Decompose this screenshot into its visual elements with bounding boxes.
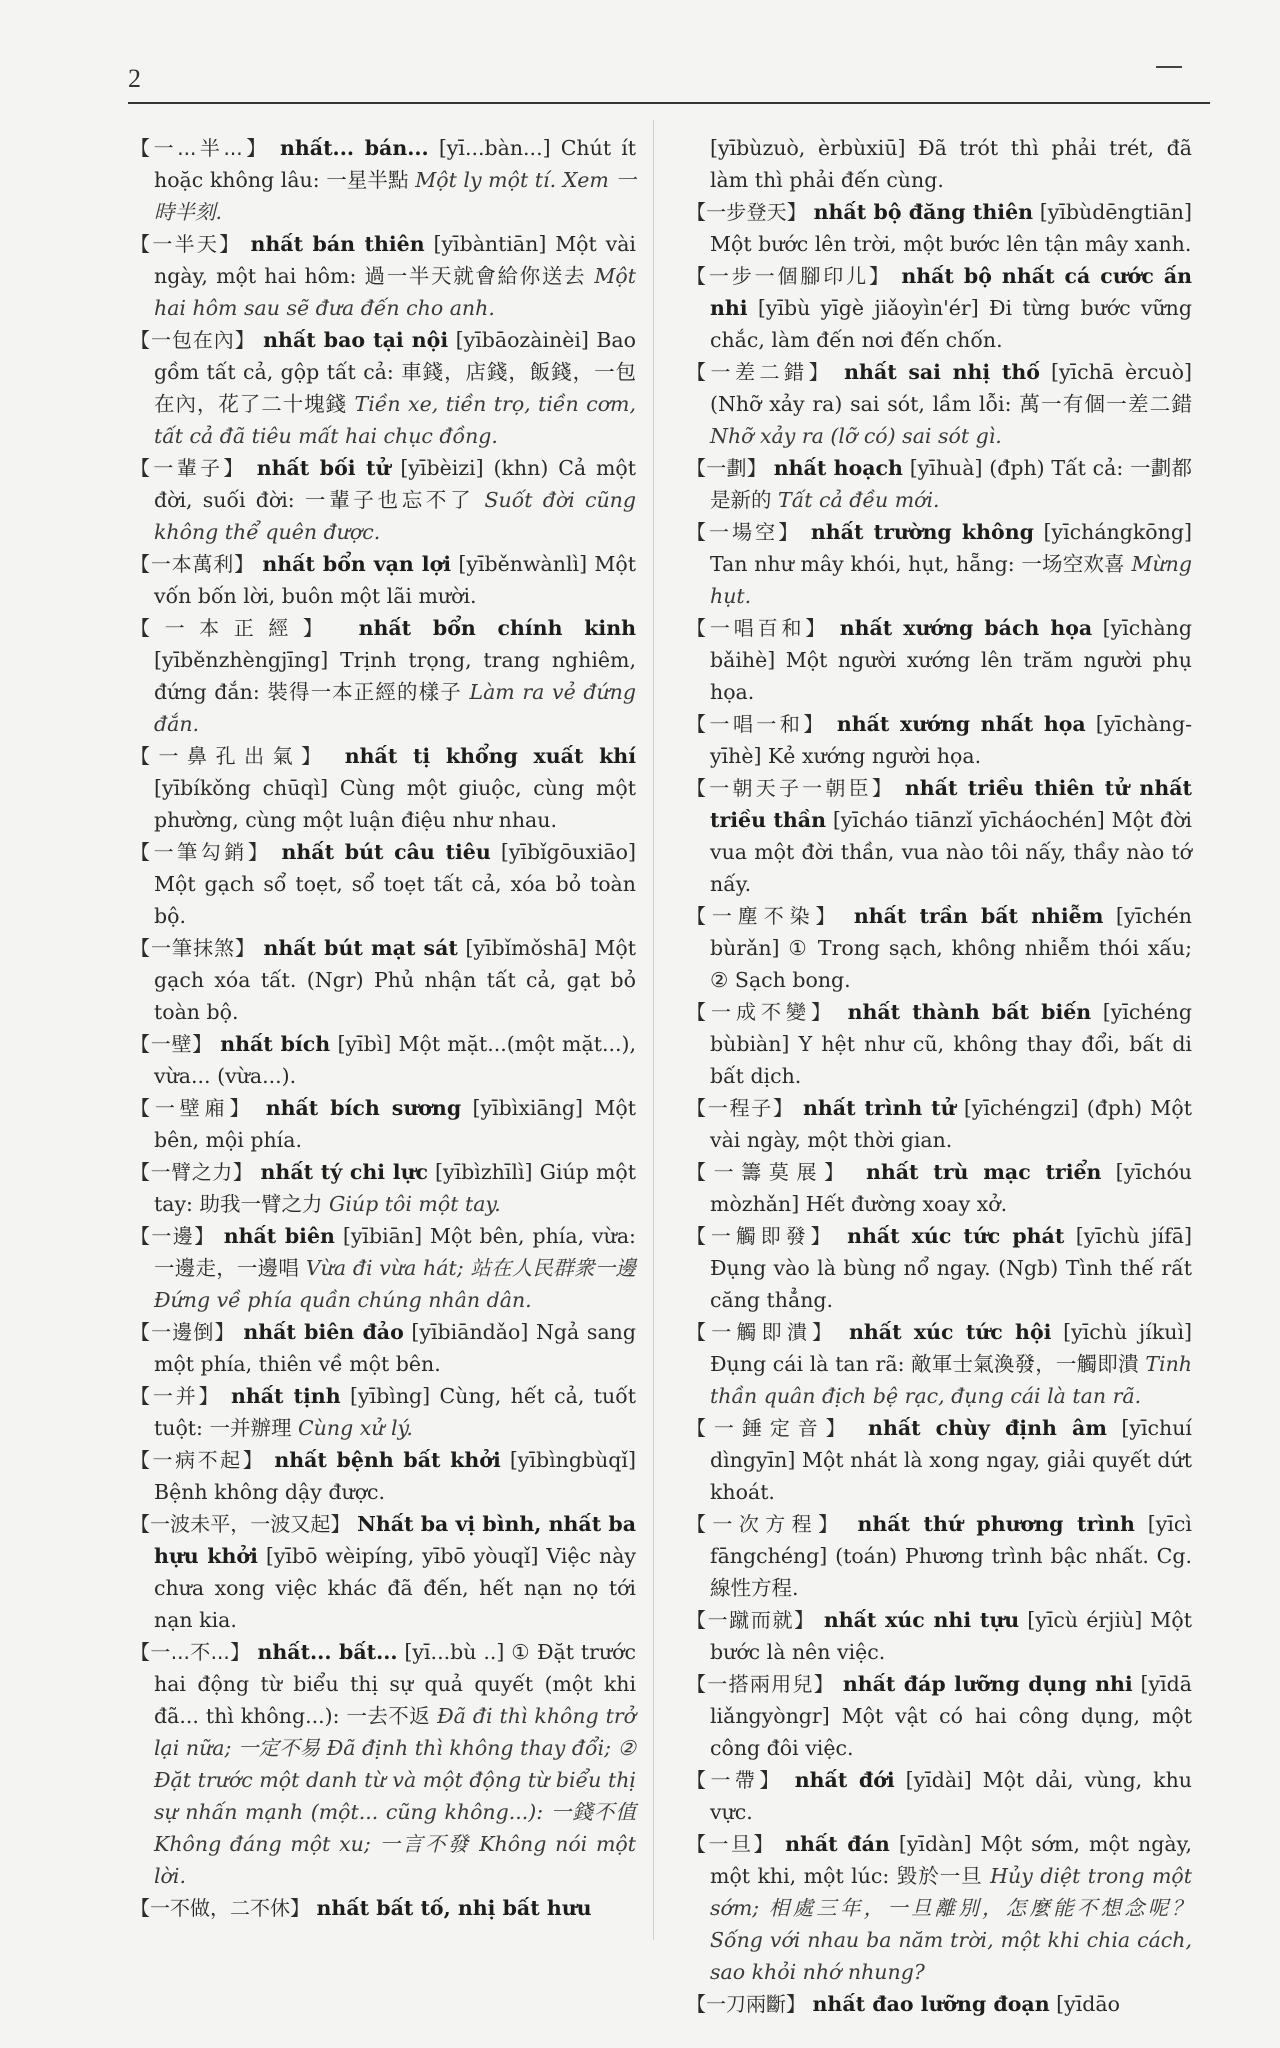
sino-vietnamese-reading: nhất... bán... [280,136,429,160]
dictionary-entry [130,1092,636,1156]
headword-hanzi: 【一場空】 [686,520,802,544]
entry-example: Đã đi thì không trở lại nữa; 一定不易 Đã định thì không thay đổi; ② Đặt trước một danh từ và một động từ biểu thị sự nhấn mạnh (một... cũng không...): 一錢不值 Không đáng một xu; 一言不發 Không nói một lời. [154,1704,637,1888]
sino-vietnamese-reading: nhất bổn chính kinh [358,616,637,640]
entry-definition: [yīdàn] Một sớm, một ngày, một khi, một lúc: 毀於一旦 [710,1832,1192,1888]
entry-example: Vừa đi vừa hát; 站在人民群衆一邊 Đứng về phía quần chúng nhân dân. [154,1256,636,1312]
entry-definition: [yībāozàinèi] Bao gồm tất cả, gộp tất cả: 車錢，店錢，飯錢，一包在內，花了二十塊錢 [154,328,636,416]
sino-vietnamese-reading: nhất trù mạc triển [865,1160,1102,1184]
headword-hanzi: 【一本萬利】 [130,552,255,576]
headword-hanzi: 【一波未平，一波又起】 [130,1512,351,1536]
dictionary-entry [130,1892,636,1924]
dictionary-entry [130,1220,636,1316]
sino-vietnamese-reading: nhất bút câu tiêu [281,840,491,864]
entry-definition: [yībìngbùqǐ] Bệnh không dậy được. [154,1448,636,1504]
headword-hanzi: 【一旦】 [686,1832,777,1856]
sino-vietnamese-reading: nhất bút mạt sát [263,936,458,960]
sino-vietnamese-reading: nhất bộ đăng thiên [813,200,1034,224]
sino-vietnamese-reading: nhất biên [223,1224,335,1248]
dictionary-entry [130,548,636,612]
dictionary-entry [686,1988,1192,2020]
headword-hanzi: 【一籌莫展】 [686,1160,852,1184]
dictionary-entry [130,452,636,548]
sino-vietnamese-reading: nhất bổn vạn lợi [262,552,452,576]
entry-definition: [yīdài] Một dải, vùng, khu vực. [710,1768,1192,1824]
sino-vietnamese-reading: nhất bích sương [265,1096,462,1120]
entry-definition: [yīchóu mòzhǎn] Hết đường xoay xở. [710,1160,1192,1216]
headword-hanzi: 【一步一個腳印儿】 [686,264,892,288]
headword-hanzi: 【一塵不染】 [686,904,842,928]
entry-definition: [yībù yīgè jiǎoyìn'ér] Đi từng bước vững chắc, làm đến nơi đến chốn. [710,296,1192,352]
dictionary-entry [130,1380,636,1444]
sino-vietnamese-reading: nhất xúc nhi tựu [823,1608,1020,1632]
entry-example: Cùng xử lý. [297,1416,413,1440]
dictionary-entry [686,1316,1192,1412]
entry-definition: [yīchéng bùbiàn] Y hệt như cũ, không thay đổi, bất di bất dịch. [710,1000,1193,1088]
dictionary-entry [130,1028,636,1092]
sino-vietnamese-reading: nhất trường không [810,520,1034,544]
page-header [128,56,1210,104]
sino-vietnamese-reading: nhất đới [794,1768,895,1792]
headword-hanzi: 【一朝天子一朝臣】 [686,776,896,800]
headword-hanzi: 【一次方程】 [686,1512,845,1536]
entry-definition: [yīběnwànlì] Một vốn bốn lời, buôn một lãi mười. [154,552,636,608]
dictionary-entry [130,1636,636,1892]
headword-hanzi: 【一鼻孔出氣】 [130,744,330,768]
entry-definition: [yīchángkōng] Tan như mây khói, hụt, hẵng: 一场空欢喜 [710,520,1192,576]
dictionary-entry [130,1316,636,1380]
sino-vietnamese-reading: nhất xướng nhất họa [836,712,1086,736]
entry-definition: [yīchén bùrǎn] ① Trong sạch, không nhiễm thói xấu; ② Sạch bong. [710,904,1192,992]
entry-example: Làm ra vẻ đứng đắn. [154,680,636,736]
sino-vietnamese-reading: Nhất ba vị bình, nhất ba hựu khởi [154,1512,636,1568]
right-column [686,132,1193,2016]
dictionary-entry [686,1668,1192,1764]
sino-vietnamese-reading: nhất bích [220,1032,331,1056]
headword-hanzi: 【一本正經】 [130,616,338,640]
sino-vietnamese-reading: nhất bán thiên [250,232,425,256]
entry-example: Một ly một tí. Xem 一時半刻. [154,168,636,224]
entry-definition: [yībì] Một mặt...(một mặt...), vừa... (vừa...). [154,1032,637,1088]
entry-definition: [yī...bàn...] Chút ít hoặc không lâu: 一星半點 [154,136,636,192]
headword-hanzi: 【一邊】 [130,1224,216,1248]
headword-hanzi: 【一壁廂】 [130,1096,255,1120]
dictionary-entry [130,612,636,740]
headword-hanzi: 【一半天】 [130,232,242,256]
entry-definition: [yīchā èrcuò] (Nhỡ xảy ra) sai sót, lầm lỗi: 萬一有個一差二錯 [710,360,1192,416]
headword-hanzi: 【一邊倒】 [130,1320,236,1344]
dictionary-entry [686,1092,1192,1156]
dictionary-entry [130,132,636,228]
entry-definition: [yīchàng bǎihè] Một người xướng lên trăm người phụ họa. [710,616,1193,704]
entry-definition: [yīchàng-yīhè] Kẻ xướng người họa. [710,712,1192,768]
entry-definition: [yīběnzhèngjīng] Trịnh trọng, trang nghiêm, đứng đắn: 裝得一本正經的樣子 [154,648,636,704]
dictionary-entry [686,612,1192,708]
headword-hanzi: 【一筆抹煞】 [130,936,256,960]
entry-definition: [yīchù jífā] Đụng vào là bùng nổ ngay. (Ngb) Tình thế rất căng thẳng. [710,1224,1192,1312]
headword-hanzi: 【一搭兩用兒】 [686,1672,835,1696]
headword-hanzi: 【一...半...】 [130,136,270,160]
dictionary-entry [686,196,1192,260]
dictionary-entry [130,1444,636,1508]
column-divider [653,120,654,1940]
sino-vietnamese-reading: nhất tịnh [230,1384,341,1408]
dictionary-entry [686,132,1192,196]
dictionary-entry [686,772,1192,900]
entry-example: Hủy diệt trong một sớm; 相處三年，一旦離別，怎麼能不想念呢？ Sống với nhau ba năm trời, một khi chia cách, sao khỏi nhớ nhung? [710,1864,1192,1984]
headword-hanzi: 【一劃】 [686,456,767,480]
sino-vietnamese-reading: nhất trần bất nhiễm [853,904,1104,928]
dictionary-entry [686,516,1192,612]
sino-vietnamese-reading: nhất đán [785,1832,890,1856]
entry-definition: [yībiāndǎo] Ngả sang một phía, thiên về một bên. [154,1320,636,1376]
dictionary-entry [686,1220,1192,1316]
entry-example: Nhỡ xảy ra (lỡ có) sai sót gì. [710,424,1002,448]
headword-hanzi: 【一觸即潰】 [686,1320,838,1344]
headword-hanzi: 【一包在內】 [130,328,256,352]
headword-hanzi: 【一筆勾銷】 [130,840,272,864]
dictionary-entry [686,1156,1192,1220]
entry-definition: [yīchéngzi] (đph) Một vài ngày, một thời gian. [710,1096,1192,1152]
entry-definition: [yībíkǒng chūqì] Cùng một giuộc, cùng một phường, cùng một luận điệu như nhau. [154,776,636,832]
dictionary-entry [130,932,636,1028]
headword-hanzi: 【一臂之力】 [130,1160,254,1184]
left-column [130,132,636,1922]
entry-definition: [yībō wèipíng, yībō yòuqǐ] Việc này chưa xong việc khác đã đến, hết nạn nọ tới nạn kia. [154,1544,637,1632]
sino-vietnamese-reading: nhất tị khổng xuất khí [344,744,636,768]
headword-hanzi: 【一蹴而就】 [686,1608,816,1632]
entry-definition: [yībǐgōuxiāo] Một gạch sổ toẹt, sổ toẹt tất cả, xóa bỏ toàn bộ. [154,840,636,928]
dictionary-entry [130,228,636,324]
headword-hanzi: 【一唱一和】 [686,712,827,736]
sino-vietnamese-reading: nhất bất tố, nhị bất hưu [316,1896,592,1920]
headword-hanzi: 【一不做，二不休】 [130,1896,310,1920]
entry-definition: [yībàntiān] Một vài ngày, một hai hôm: 過一半天就會給你送去 [154,232,636,288]
entry-definition: [yīcù érjiù] Một bước là nên việc. [710,1608,1192,1664]
sino-vietnamese-reading: nhất hoạch [773,456,903,480]
headword-hanzi: 【一病不起】 [130,1448,266,1472]
entry-definition: [yībùdēngtiān] Một bước lên trời, một bước lên tận mây xanh. [710,200,1192,256]
dictionary-entry [130,324,636,452]
dictionary-entry [686,900,1192,996]
entry-definition: [yī...bù ..] ① Đặt trước hai động từ biểu thị sự quả quyết (một khi đã... thì không...): 一去不返 [154,1640,636,1728]
page-number: 2 [128,64,141,93]
dictionary-entry [686,1604,1192,1668]
headword-hanzi: 【一差二錯】 [686,360,834,384]
dictionary-entry [686,1508,1192,1604]
dictionary-entry [686,1828,1192,1988]
headword-hanzi: 【一帶】 [686,1768,784,1792]
dictionary-entry [686,1764,1192,1828]
entry-example: Một hai hôm sau sẽ đưa đến cho anh. [154,264,636,320]
sino-vietnamese-reading: nhất biên đảo [243,1320,404,1344]
entry-definition: [yībìzhīlì] Giúp một tay: 助我一臂之力 [154,1160,636,1216]
headword-hanzi: 【一輩子】 [130,456,247,480]
sino-vietnamese-reading: nhất bộ nhất cá cước ấn nhi [710,264,1193,320]
sino-vietnamese-reading: nhất đáp lưỡng dụng nhi [842,1672,1133,1696]
sino-vietnamese-reading: nhất tý chi lực [260,1160,428,1184]
entry-example: Tiền xe, tiền trọ, tiền cơm, tất cả đã tiêu mất hai chục đồng. [154,392,636,448]
entry-definition: [yīdā liǎngyòngr] Một vật có hai công dụng, một công đôi việc. [710,1672,1192,1760]
headword-hanzi: 【一...不...】 [130,1640,251,1664]
entry-definition: [yībèizi] (khn) Cả một đời, suối đời: 一輩子也忘不了 [154,456,636,512]
entry-definition: [yībiān] Một bên, phía, vừa: 一邊走，一邊唱 [154,1224,636,1280]
headword-hanzi: 【一唱百和】 [686,616,830,640]
entry-example: Tất cả đều mới. [778,488,940,512]
dictionary-entry [686,996,1192,1092]
entry-example: Tinh thần quân địch bệ rạc, đụng cái là tan rã. [710,1352,1192,1408]
entry-definition: [yībìxiāng] Một bên, mội phía. [154,1096,636,1152]
sino-vietnamese-reading: nhất đao lưỡng đoạn [812,1992,1050,2016]
headword-hanzi: 【一程子】 [686,1096,795,1120]
headword-hanzi: 【一壁】 [130,1032,213,1056]
sino-vietnamese-reading: nhất bối tử [256,456,391,480]
sino-vietnamese-reading: nhất thành bất biến [847,1000,1092,1024]
dictionary-entry [130,740,636,836]
dictionary-entry [686,1412,1192,1508]
entry-example: Giúp tôi một tay. [329,1192,501,1216]
header-dash [1156,66,1182,68]
entry-definition: [yīchù jíkuì] Đụng cái là tan rã: 敵軍士氣渙發，一觸即潰 [710,1320,1192,1376]
entry-definition: [yībǐmǒshā] Một gạch xóa tất. (Ngr) Phủ nhận tất cả, gạt bỏ toàn bộ. [154,936,636,1024]
dictionary-entry [686,708,1192,772]
entry-definition: [yīcì fāngchéng] (toán) Phương trình bậc nhất. Cg.線性方程. [710,1512,1192,1600]
entry-definition: [yīhuà] (đph) Tất cả: 一劃都是新的 [710,456,1192,512]
sino-vietnamese-reading: nhất trình tử [802,1096,956,1120]
sino-vietnamese-reading: nhất... bất... [257,1640,398,1664]
headword-hanzi: 【一并】 [130,1384,222,1408]
sino-vietnamese-reading: nhất xúc tức phát [847,1224,1065,1248]
sino-vietnamese-reading: nhất xướng bách họa [839,616,1093,640]
sino-vietnamese-reading: nhất triều thiên tử nhất triều thần [710,776,1192,832]
entry-example: Suốt đời cũng không thể quên được. [154,488,636,544]
dictionary-entry [686,452,1192,516]
entry-definition: [yīchuí dìngyīn] Một nhát là xong ngay, giải quyết dứt khoát. [710,1416,1192,1504]
dictionary-entry [686,260,1192,356]
sino-vietnamese-reading: nhất xúc tức hội [848,1320,1052,1344]
entry-definition: [yībìng] Cùng, hết cả, tuốt tuột: 一并辦理 [154,1384,636,1440]
headword-hanzi: 【一刀兩斷】 [686,1992,806,2016]
sino-vietnamese-reading: nhất thứ phương trình [857,1512,1135,1536]
dictionary-entry [130,836,636,932]
headword-hanzi: 【一錘定音】 [686,1416,854,1440]
headword-hanzi: 【一觸即發】 [686,1224,836,1248]
sino-vietnamese-reading: nhất bao tại nội [263,328,449,352]
sino-vietnamese-reading: nhất sai nhị thố [844,360,1040,384]
dictionary-entry [130,1508,636,1636]
dictionary-entry [130,1156,636,1220]
entry-example: Mừng hụt. [710,552,1192,608]
entry-definition: [yībùzuò, èrbùxiū] Đã trót thì phải trét, đã làm thì phải đến cùng. [710,136,1192,192]
entry-definition: [yīdāo [1056,1992,1120,2016]
headword-hanzi: 【一步登天】 [686,200,807,224]
dictionary-entry [686,356,1192,452]
sino-vietnamese-reading: nhất chùy định âm [868,1416,1107,1440]
sino-vietnamese-reading: nhất bệnh bất khởi [274,1448,501,1472]
headword-hanzi: 【一成不變】 [686,1000,837,1024]
entry-definition: [yīcháo tiānzǐ yīcháochén] Một đời vua một đời thần, vua nào tôi nấy, thầy nào tớ nấy. [710,808,1192,896]
